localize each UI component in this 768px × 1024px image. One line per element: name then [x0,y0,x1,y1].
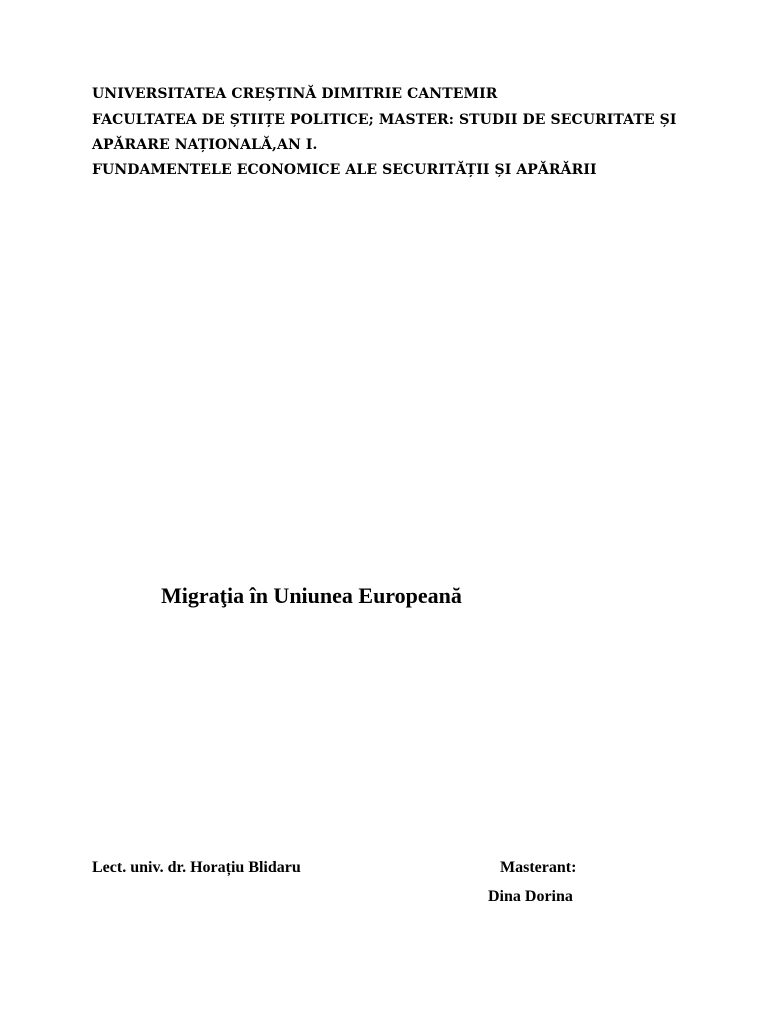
faculty-line: FACULTATEA DE ȘTIIȚE POLITICE; MASTER: STUDII DE SECURITATE ȘI [92,112,677,128]
university-name: UNIVERSITATEA CREȘTINĂ DIMITRIE CANTEMIR [92,86,498,102]
program-line: APĂRARE NAȚIONALĂ,AN I. [92,137,318,153]
student-label: Masterant: [500,859,577,876]
course-name: FUNDAMENTELE ECONOMICE ALE SECURITĂȚII ȘI APĂRĂRII [92,162,597,178]
student-name: Dina Dorina [488,888,573,905]
document-title: Migraţia în Uniunea Europeană [161,583,462,608]
supervisor-name: Lect. univ. dr. Horațiu Blidaru [92,859,301,876]
